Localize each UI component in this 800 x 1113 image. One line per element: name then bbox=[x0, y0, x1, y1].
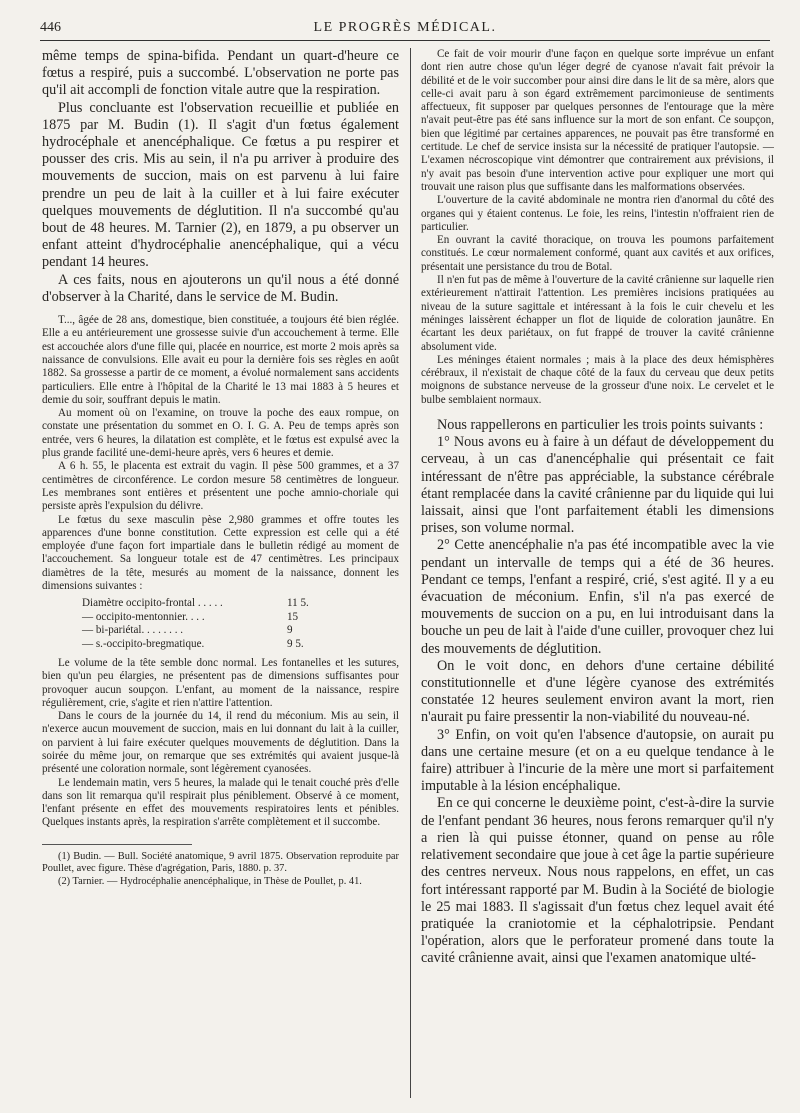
footnote: (1) Budin. — Bull. Société anatomique, 9 avril 1875. Observation reproduite par Poullet, avec figure. Thèse d'agrégation, Paris, 1880. p. 37. bbox=[42, 850, 399, 875]
case-paragraph: A 6 h. 55, le placenta est extrait du vagin. Il pèse 500 grammes, et a 37 centimètres de circonférence. Le cordon mesure 58 centimètres de longueur. Les membranes sont entières et présentent une poche amnio-choriale qui persiste après l'expulsion du délivre. bbox=[42, 460, 399, 513]
paragraph: Nous rappellerons en particulier les trois points suivants : bbox=[437, 417, 764, 434]
paragraph: On le voit donc, en dehors d'une certaine débilité constitutionnelle et d'une légère cyanose des extrémités constatée 12 heures seulement environ avant la mort, rien n'aurait pu faire pressentir la non-viabilité du nouveau-né. bbox=[421, 657, 774, 726]
paragraph: même temps de spina-bifida. Pendant un quart-d'heure ce fœtus a respiré, puis a succombé. L'observation ne porte pas qu'il ait accompli de fonction vitale autre que la respiration. bbox=[42, 48, 399, 99]
case-paragraph: T..., âgée de 28 ans, domestique, bien constituée, a toujours été bien réglée. Elle a eu antérieurement une grossesse suivie d'un accouchement à terme. Elle est accouchée alors d'une fille qui, placée en nourrice, est morte 2 mois après sa naissance de convulsions. Elle avait eu pour la dernière fois ses règles en août 1882. Sa grossesse a partir de ce moment, a évolué normalement sans accidents particuliers. Elle entre à l'hôpital de la Charité le 13 mai 1883 à 5 heures et demie du soir, souffrant depuis le matin. bbox=[42, 314, 399, 406]
paragraph: 1° Nous avons eu à faire à un défaut de développement du cerveau, à un cas d'anencéphalie qui présentait ce fait intéressant de n'être pas appréciable, la substance cérébrale étant remplacée dans la cavité crânienne par du liquide qui lui laissait, ainsi que l'ont parfaitement établi les dimensions prises, son volume normal. bbox=[421, 434, 774, 537]
running-header bbox=[40, 18, 770, 41]
paragraph: Plus concluante est l'observation recueillie et publiée en 1875 par M. Budin (1). Il s'agit d'un fœtus également hydrocéphale et anencéphalique. Ce fœtus a pu respirer et pousser des cris. Mis au sein, il n'a pu arriver à produire des mouvements de succion, mais on est parvenu à lui faire prendre un peu de lait à la cuiller et à lui faire exécuter quelques mouvements de déglutition. Il n'a succombé qu'au bout de 48 heures. M. Tarnier (2), en 1879, a pu observer un enfant atteint d'hydrocéphalie anencéphalique, qui a vécu pendant 14 heures. bbox=[42, 99, 399, 271]
table-row bbox=[42, 611, 399, 624]
column-divider bbox=[410, 48, 411, 1098]
case-paragraph: Ce fait de voir mourir d'une façon en quelque sorte imprévue un enfant dont rien autre chose qu'un léger degré de cyanose n'avait fait prévoir la débilité et de le voir succomber pour ainsi dire dans le lit de sa mère, alors que celle-ci avait paru à son égard extrêmement parcimonieuse de sentiments affectueux, fit supposer par quelques personnes de l'entourage que la mère n'avait peut-être pas été sans influence sur la mort de son enfant. Ce soupçon, bien que légitimé par certaines apparences, ne pouvait pas être transformé en certitude. Le chef de service insista sur la nécessité de pratiquer l'autopsie. — L'examen nécroscopique vint démontrer que contrairement aux prévisions, il n'y avait pas besoin d'une intervention active pour expliquer une mort qui trouvait une raison plus que suffisante dans les malformations observées. bbox=[421, 48, 774, 193]
diameter-label: — s.-occipito-bregmatique. bbox=[82, 637, 205, 650]
case-paragraph: Il n'en fut pas de même à l'ouverture de la cavité crânienne sur laquelle rien extérieurement n'attirait l'attention. Les premières incisions pratiquées au niveau de la suture sagittale et intéressant à la fois le cuir chevelu et les méninges laissèrent échapper un flot de liquide de coloration jaunâtre. En écartant les deux pariétaux, on fut frappé de trouver la cavité crânienne absolument vide. bbox=[421, 274, 774, 353]
head-diameters-table bbox=[42, 597, 399, 651]
table-row bbox=[42, 638, 399, 651]
paragraph: A ces faits, nous en ajouterons un qu'il nous a été donné d'observer à la Charité, dans le service de M. Budin. bbox=[42, 271, 399, 305]
diameter-value: 15 bbox=[287, 610, 299, 623]
diameter-value: 11 5. bbox=[287, 597, 309, 610]
diameter-label: Diamètre occipito-frontal . . . . . bbox=[82, 597, 223, 610]
case-paragraph: Les méninges étaient normales ; mais à la place des deux hémisphères cérébraux, il n'existait de chaque côté de la faux du cerveau que deux petits moignons de substance nerveuse de la grosseur d'une noix. Le cervelet et le bulbe semblaient normaux. bbox=[421, 353, 774, 406]
case-paragraph: Le volume de la tête semble donc normal. Les fontanelles et les sutures, bien qu'un peu élargies, ne présentent pas de dimensions suffisantes pour provoquer aucun soupçon. L'enfant, au moment de la naissance, respire régulièrement, crie, s'agite et rien n'attire l'attention. bbox=[42, 656, 399, 709]
case-paragraph: Le lendemain matin, vers 5 heures, la malade qui le tenait couché près d'elle dans son lit remarqua qu'il respirait plus péniblement. Observé à ce moment, l'enfant présente en effet des mouvements respiratoires lents et pénibles. Quelques instants après, la respiration s'arrête complètement et il succombe. bbox=[42, 776, 399, 829]
case-paragraph: Au moment où on l'examine, on trouve la poche des eaux rompue, on constate une présentation du sommet en O. I. G. A. Peu de temps après son entrée, vers 6 heures, la dilatation est complète, et le fœtus est expulsé avec la plus grande facilité une-demi-heure après, vers 6 heures et demie. bbox=[42, 407, 399, 460]
footnote-rule bbox=[42, 844, 192, 845]
page-number: 446 bbox=[40, 20, 61, 35]
left-column bbox=[42, 48, 399, 1103]
case-paragraph: En ouvrant la cavité thoracique, on trouva les poumons parfaitement constitués. Le cœur normalement conformé, quant aux cavités et aux orifices, présentait une persistance du trou de Botal. bbox=[421, 234, 774, 273]
table-row bbox=[42, 624, 399, 637]
right-column bbox=[421, 48, 774, 1103]
case-paragraph: Le fœtus du sexe masculin pèse 2,980 grammes et offre toutes les apparences d'une bonne constitution. Cette expression est celle qui a été employée d'une façon fort impartiale dans le bulletin rédigé au moment de l'accouchement. Sa longueur totale est de 47 centimètres. Les principaux diamètres de la tête, mesurés au moment de la naissance, donnent les dimensions suivantes : bbox=[42, 513, 399, 592]
diameter-label: — bi-pariétal. . . . . . . . bbox=[82, 624, 184, 637]
table-row bbox=[42, 597, 399, 610]
diameter-value: 9 bbox=[287, 624, 293, 637]
diameter-value: 9 5. bbox=[287, 637, 304, 650]
journal-title: LE PROGRÈS MÉDICAL. bbox=[313, 20, 497, 35]
diameter-label: — occipito-mentonnier. . . . bbox=[82, 610, 205, 623]
case-paragraph: Dans le cours de la journée du 14, il rend du méconium. Mis au sein, il n'exerce aucun mouvement de succion, mais en lui donnant du lait à la cuiller, on parvient à lui faire exécuter quelques mouvements de déglutition. Dans la soirée du même jour, on remarque que ses extrémités qui avaient jusque-là présenté une coloration normale, sont légèrement cyanosées. bbox=[42, 710, 399, 776]
paragraph: 2° Cette anencéphalie n'a pas été incompatible avec la vie pendant un intervalle de temps qui a été de 36 heures. Pendant ce temps, l'enfant a respiré, crié, s'est agité. Il y a eu évacuation de méconium. Enfin, s'il n'a pas exercé de mouvements de succion on a pu, en lui introduisant dans la bouche un peu de lait à l'aide d'une cuiller, provoquer chez lui des mouvements de déglutition. bbox=[421, 537, 774, 657]
paragraph: 3° Enfin, on voit qu'en l'absence d'autopsie, on aurait pu dans une certaine mesure (et on a eu quelque tendance à le faire) attribuer à l'incurie de la mère une mort si parfaitement imputable à la lésion encéphalique. bbox=[421, 726, 774, 795]
footnote: (2) Tarnier. — Hydrocéphalie anencéphalique, in Thèse de Poullet, p. 41. bbox=[58, 875, 362, 887]
case-paragraph: L'ouverture de la cavité abdominale ne montra rien d'anormal du côté des organes qui y étaient contenus. Le foie, les reins, l'intestin n'offraient rien de particulier. bbox=[421, 194, 774, 233]
paragraph: En ce qui concerne le deuxième point, c'est-à-dire la survie de l'enfant pendant 36 heures, nous ferons remarquer qu'il n'y a rien là qui puisse étonner, quand on pense au rôle relativement secondaire que joue à cet âge la partie supérieure des centres nerveux. Nous nous rappelons, en effet, un cas fort intéressant rapporté par M. Budin à la Société de biologie le 25 mai 1883. Il s'agissait d'un fœtus chez lequel avait été pratiquée la craniotomie et la céphalotripsie. Pendant l'opération, alors que le perforateur promené dans toute la cavité crânienne avait, ainsi que l'examen anatomique ulté- bbox=[421, 795, 774, 967]
